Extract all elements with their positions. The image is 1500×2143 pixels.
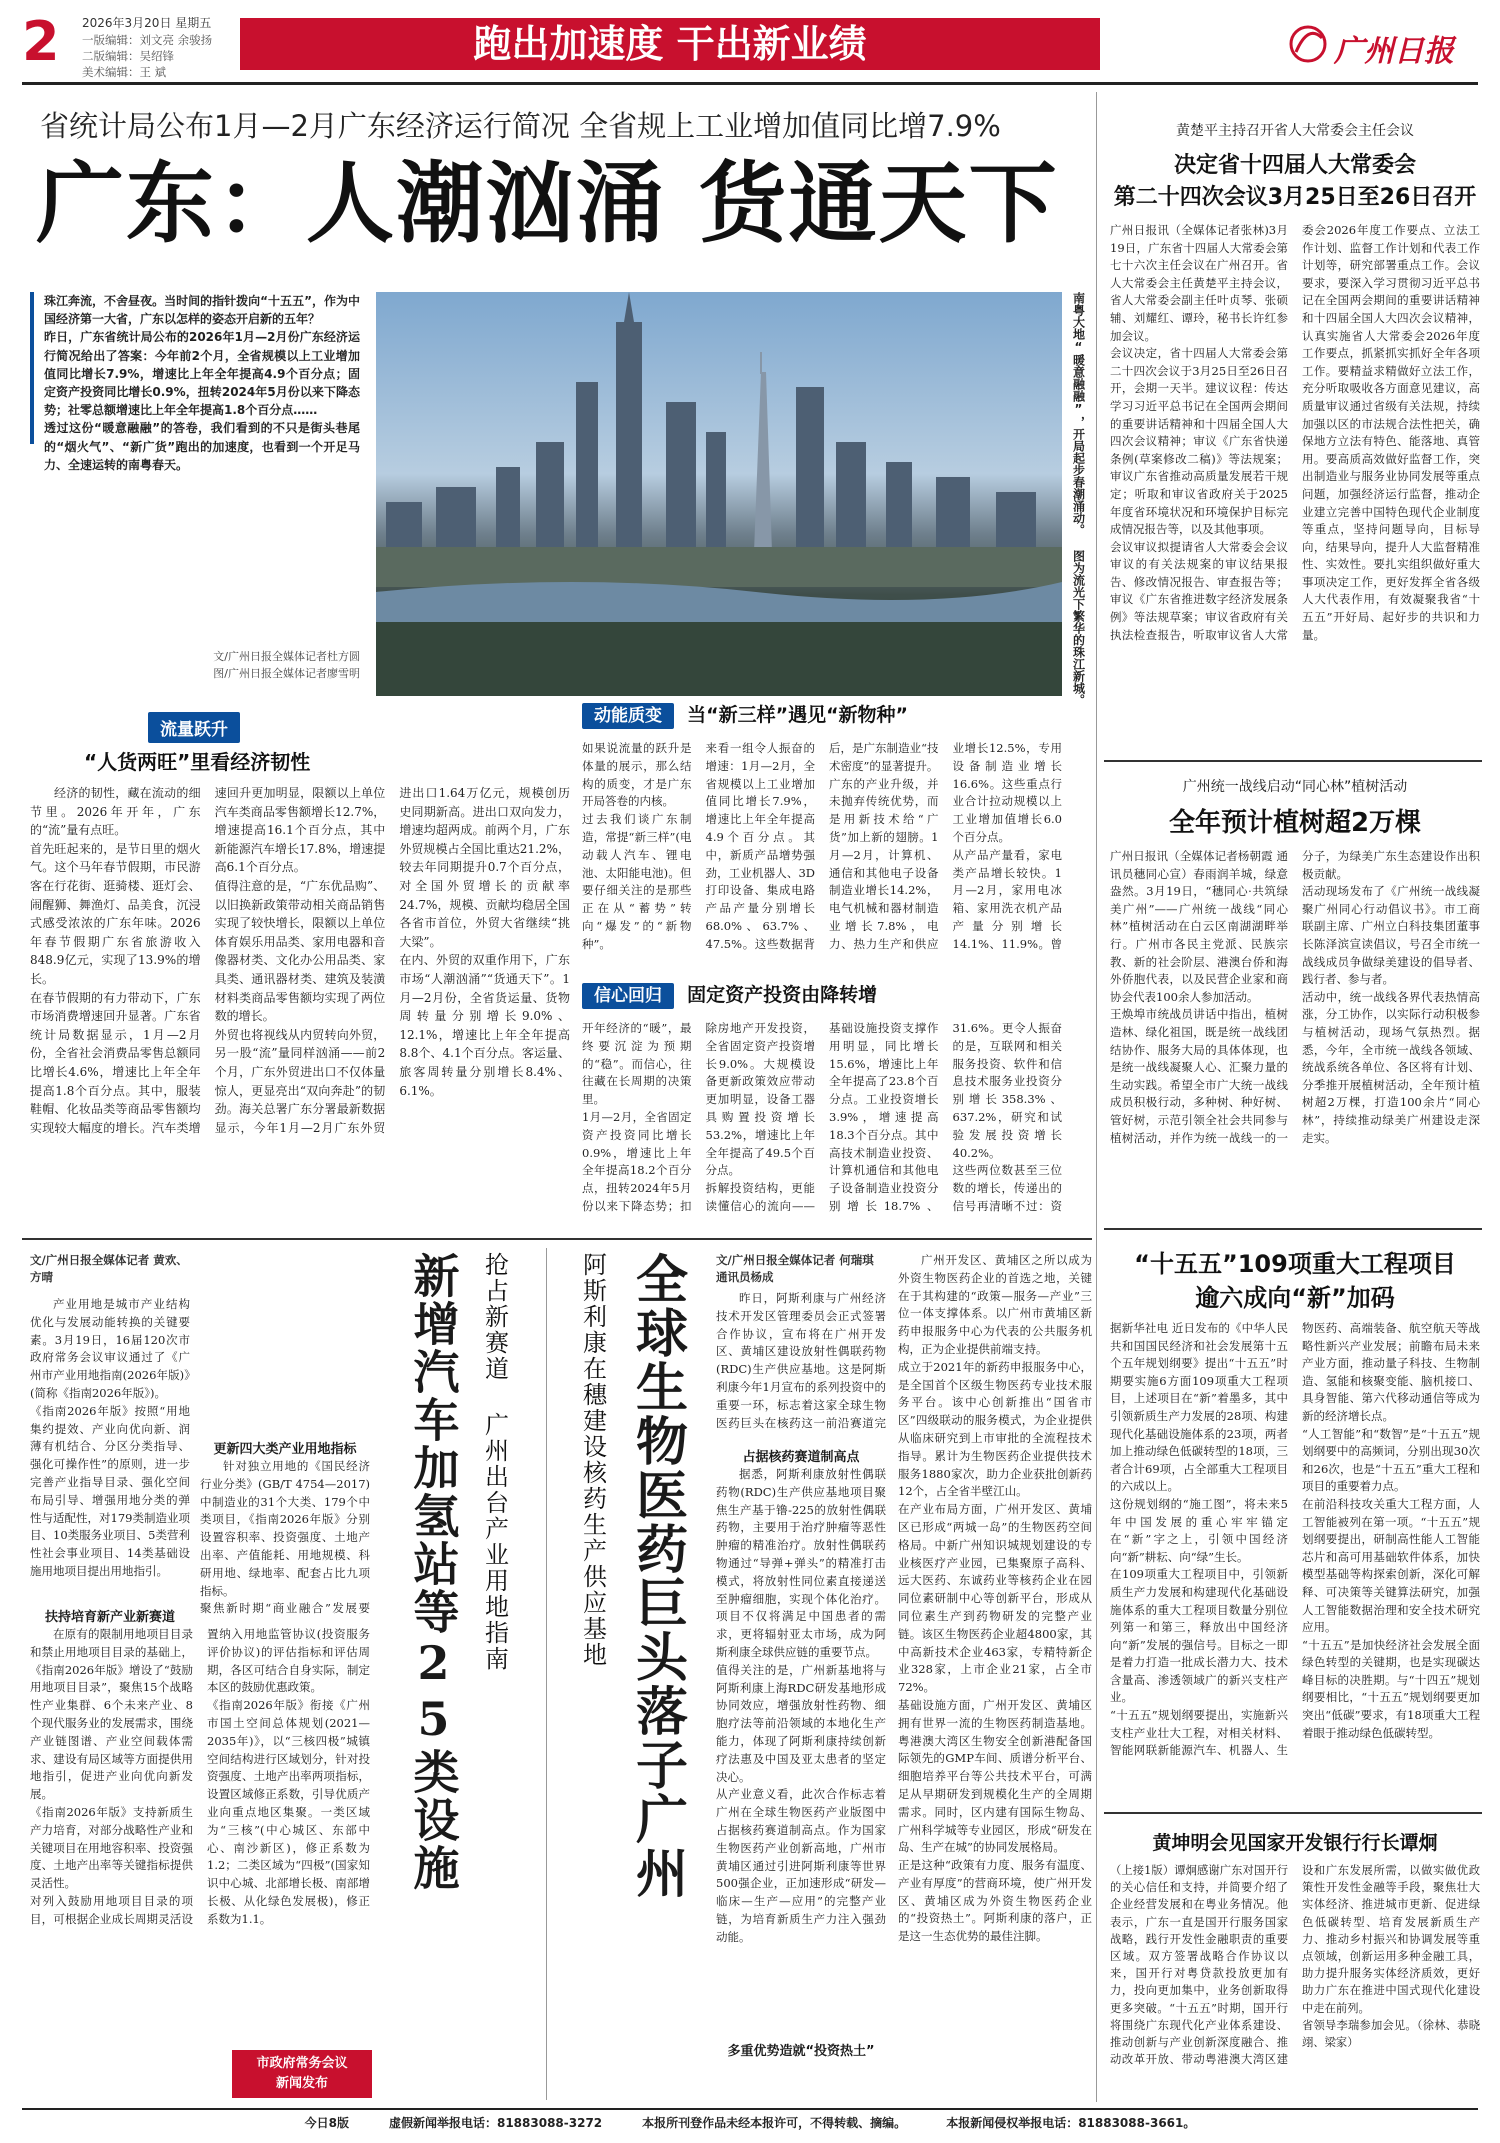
land-body-a: 产业用地是城市产业结构优化与发展动能转换的关键要素。3月19日，16届120次市政府常务会议审议通过了《广州市产业用地指南(2026年版)》(简称《指南2026年版》)。 《指南2026年版》按照“用地集约提效、产业向优向新、润薄有机结合、分区分类指导、强化可操作性”的原则，进一步完善产业指导目录、强化空间布局引导、增强用地分类的弹性与适配性，对179类制造业项目、10类服务业项目、5类营利性社会事业项目、14类基础设施用地项目提出用地指引。 — [30, 1297, 190, 1578]
bio-body-a: 昨日，阿斯利康与广州经济技术开发区管理委员会正式签署合作协议，宣布将在广州开发区、黄埔区建设放射性偶联药物(RDC)生产供应基地。这是阿斯利康今年1月宣布的系列投资中的重要一环，标志着这家全球生物医药巨头在核药这一前沿赛道完 — [716, 1291, 886, 1430]
footer-pages: 今日8版 — [304, 2116, 349, 2130]
footer-rule — [22, 2108, 1478, 2110]
bio-title: 全球生物医药巨头落子广州 — [626, 1252, 688, 1900]
section-body-momentum: 如果说流量的跃升是体量的展示，那么结构的质变，才是广东开局答卷的内核。 过去我们谈广东制造，常提“新三样”(电动载人汽车、锂电池、太阳能电池)。但要仔细关注的是那些正在从“蓄势”转向“爆发”的“新物种”。 来看一组令人振奋的增速：1月—2月，全省规模以上工业增加值同比增长7.9%，增速比上年全年提高4.9个百分点。其中，新质产品增势强劲，工业机器人、3D打印设备、集成电路产品产量分别增长68.0%、63.7%、47.5%。这些数据背后，是广东制造业“技术密度”的显著提升。 广东的产业升级，并未抛弃传统优势，而是用新技术给“广货”加上新的翅膀。1月—2月，计算机、通信和其他电子设备制造业增长14.2%，电气机械和器材制造业增长7.8%，电力、热力生产和供应业增长12.5%，专用设备制造业增长16.6%。这些重点行业合计拉动规模以上工业增加值增长6.0个百分点。 从产品产量看，家电类产品增长较快。1月—2月，家用电冰箱、家用洗衣机产品产量分别增长14.1%、11.9%。曾 — [582, 741, 1062, 951]
header-rule — [22, 82, 1478, 85]
section-badge-flow: 流量跃升 — [148, 712, 240, 743]
meeting-title-2: 第二十四次会议3月25日至26日召开 — [1113, 185, 1477, 210]
meeting-body: 广州日报讯（全媒体记者张林)3月19日，广东省十四届人大常委会第七十六次主任会议在广州召开。省人大常委会主任黄楚平主持会议，省人大常委会副主任叶贞琴、张硕辅、刘耀红、谭玲，秘书长许红参加会议。 会议决定，省十四届人大常委会第二十四次会议于3月25日至26日召开，会期一天半。建议议程：传达学习习近平总书记在全国两会期间的重要讲话精神和十四届全国人大四次会议精神；审议《广东省快递条例(草案修改二稿)》等法规案；审议广东省推动高质量发展若干规定；听取和审议省政府关于2025年度省环境状况和环境保护目标完成情况报告等，以及其他事项。 会议审议拟提请省人大常委会会议审议的有关法规案的审议结果报告、修改情况报告、审查报告等；审议《广东省推进数字经济发展条例》等法规草案；审议省政府有关执法检查报告，听取审议省人大常委会2026年度工作要点、立法工作计划、监督工作计划和代表工作计划等，研究部署重点工作。会议要求，要深入学习贯彻习近平总书记在全国两会期间的重要讲话精神和十四届全国人大四次会议精神，认真实施省人大常委会2026年度工作要点，抓紧抓实抓好全年各项工作。要精益求精做好立法工作，充分听取吸收各方面意见建议，高质量审议通过省级有关法规，持续加强以区的市法规合法性把关，确保地方立法有特色、能落地、真管用。要高质高效做好监督工作，突出制造业与服务业协同发展等重点问题，加强经济运行监督，推动企业建立完善中国特色现代企业制度等重点，坚持问题导向，目标导向，结果导向，提升人大监督精准性、实效性。要扎实组织做好重大事项决定工作，更好发挥全省各级人大代表作用，有效凝聚我省“十五五”开好局、起好步的共识和力量。 — [1110, 223, 1480, 642]
lead-intro: 珠江奔流，不舍昼夜。当时间的指针拨向“十五五”，作为中国经济第一大省，广东以怎样的姿态开启新的五年？ 昨日，广东省统计局公布的2026年1月—2月份广东经济运行简况给出了答案：今年前2个月，全省规模以上工业增加值同比增长7.9%，增速比上年全年提高4.9个百分点；固定资产投资同比增长0.9%，扭转2024年5月份以来下降态势；社零总额增速比上年全年提高1.8个百分点…… 透过这份“暖意融融”的答卷，我们看到的不只是街头巷尾的“烟火气”、“新广货”跑出的加速度，也看到一个开足马力、全速运转的南粤春天。 — [44, 294, 360, 472]
right-rule-3 — [1104, 1812, 1482, 1814]
bio-sub-2: 多重优势造就“投资热土” — [727, 2044, 875, 2059]
land-body-c: 针对独立用地的《国民经济行业分类》(GB/T 4754—2017)中制造业的31个大类、179个中类项目，《指南2026年版》分别设置容积率、投资强度、土地产出率、产值能耗、用地规模、科研用地、绿地率、配套占比九项指标。 聚焦新时期“商业融合”发展要 — [200, 1459, 370, 1616]
right-rule-2 — [1104, 1228, 1482, 1230]
meeting2-title: 黄坤明会见国家开发银行行长谭炯 — [1152, 1832, 1438, 1854]
land-kicker: 抢占新赛道 广州出台产业用地指南 — [480, 1252, 509, 1672]
projects-body: 据新华社电 近日发布的《中华人民共和国国民经济和社会发展第十五个五年规划纲要》提出“十五五”时期要实施6方面109项重大工程项目，上述项目在“新”着墨多，其中引领新质生产力发展的28项、构建现代化基础设施体系的23项，两者加上推动绿色低碳转型的18项，三者合计69项，占全部重大工程项目的六成以上。 这份规划纲的“施工图”，将未来5年中国发展的重心牢牢锚定在“新”字之上，引领中国经济向“新”耕耘、向“绿”生长。 在109项重大工程项目中，引领新质生产力发展和构建现代化基础设施体系的重大工程项目数量分别位列第一和第三，释放出中国经济向“新”发展的强信号。目标之一即是着力打造一批成长潜力大、技术含量高、渗透领域广的新兴支柱产业。 “十五五”规划纲要提出，实施新兴支柱产业壮大工程，对相关材料、智能网联新能源汽车、机器人、生物医药、高端装备、航空航天等战略性新兴产业发展；前瞻布局未来产业方面，推动量子科技、生物制造、氢能和核聚变能、脑机接口、具身智能、第六代移动通信等成为新的经济增长点。 “人工智能”和“数智”是“十五五”规划纲要中的高频词，分别出现30次和26次，也是“十五五”重大工程和项目的重要着力点。 在前沿科技攻关重大工程方面，人工智能被列在第一项。“十五五”规划纲要提出，研制高性能人工智能芯片和高可用基础软件体系，加快模型基础等构探索创新，深化可解释、可决策等关键算法研究，加强人工智能数据治理和安全技术研究应用。 “十五五”是加快经济社会发展全面绿色转型的关键期，也是实现碳达峰目标的决胜期。与“十四五”规划纲要相比，“十五五”规划纲要更加突出“低碳”要求，有18项重大工程着眼于推动绿色低碳转型。 — [1110, 1321, 1480, 1758]
bio-body-b: 据悉，阿斯利康放射性偶联药物(RDC)生产供应基地项目聚焦生产基于镥-225的放射性偶联药物，主要用于治疗肿瘤等恶性肿瘤的精准治疗。放射性偶联药物通过“导弹+弹头”的精准打击模式，将放射性同位素直接递送至肿瘤细胞，实现个体化治疗。项目不仅将满足中国患者的需求，更将辐射亚太市场，成为阿斯利康全球供应链的重要节点。 值得关注的是，广州新基地将与阿斯利康上海RDC研发基地形成协同效应，增强放射性药物、细胞疗法等前沿领域的本地化生产能力，体现了阿斯利康持续创新疗法惠及中国及亚太患者的坚定决心。 从产业意义看，此次合作标志着广州在全球生物医药产业版图中占据核药赛道制高点。作为国家生物医药产业创新高地，广州市黄埔区通过引进阿斯利康等世界500强企业，正加速形成“研发—临床—生产—应用”的完整产业链，为培育新质生产力注入强劲动能。 — [716, 1467, 886, 1944]
gov-meeting-badge-line2: 新闻发布 — [275, 2076, 328, 2091]
footer-copyright: 本报所刊登作品未经本报许可，不得转载、摘编。 — [642, 2116, 907, 2130]
tree-title: 全年预计植树超2万棵 — [1168, 808, 1422, 838]
bio-byline: 文/广州日报全媒体记者 何瑞琪 通讯员杨成 — [716, 1253, 874, 1284]
page-number: 2 — [22, 10, 60, 73]
projects-title-2: 逾六成向“新”加码 — [1195, 1284, 1395, 1312]
editor-line-1: 一版编辑：刘文亮 余骏扬 — [82, 33, 213, 47]
lead-byline: 文/广州日报全媒体记者杜方圆 图/广州日报全媒体记者廖雪明 — [213, 650, 360, 680]
logo-text: 广州日报 — [1334, 34, 1454, 69]
section-body-confidence: 开年经济的“暖”，最终要沉淀为预期的“稳”。而信心，往往藏在长周期的决策里。 1月—2月，全省固定资产投资同比增长0.9%，增速比上年全年提高18.2个百分点，扭转2024年5月份以来下降态势；扣除房地产开发投资，全省固定资产投资增长9.0%。大规模设备更新政策效应带动更加明显，设备工器具购置投资增长53.2%，增速比上年全年提高了49.5个百分点。 拆解投资结构，更能读懂信心的流向——基础设施投资支撑作用明显，同比增长15.6%，增速比上年全年提高了23.8个百分点。工业投资增长3.9%，增速提高18.3个百分点。其中高技术制造业投资、计算机通信和其他电子设备制造业投资分别增长18.7%、31.6%。更令人振奋的是，互联网和相关服务投资、软件和信息技术服务业投资分别增长358.3%、637.2%，研究和试验发展投资增长40.2%。 这些两位数甚至三位数的增长，传递出的信号再清晰不过：资 — [582, 1021, 1062, 1213]
section-badge-confidence: 信心回归 — [582, 983, 674, 1009]
lead-intro-box — [30, 292, 360, 472]
editor-line-2: 二版编辑：吴绍锋 — [82, 49, 174, 63]
land-title: 新增汽车加氢站等25类设施 — [406, 1252, 461, 1892]
tree-body: 广州日报讯（全媒体记者杨朝霞 通讯员穗同心宣）春雨润羊城，绿意盎然。3月19日，“穗同心·共筑绿美广州”——广州统一战线“同心林”植树活动在白云区南湖湖畔举行。广州市各民主党派、民族宗教、新的社会阶层、港澳台侨和海外侨胞代表，以及民营企业家和商协会代表100余人参加活动。 王焕埠市统战员讲话中指出，植树造林、绿化祖国，既是统一战线团结协作、服务大局的具体体现，也是统一战线凝聚人心、汇聚力量的生动实践。希望全市广大统一战线成员积极行动，多种树、种好树、管好树，示范引领全社会共同参与植树活动，并作为统一战线一的一分子，为绿美广东生态建设作出积极贡献。 活动现场发布了《广州统一战线凝聚广州同心行动倡议书》。市工商联副主席、广州立白科技集团董事长陈泽滨宣读倡议，号召全市统一战线成员争做绿美建设的倡导者、践行者、参与者。 活动中，统一战线各界代表热情高涨，分工协作，以实际行动积极参与植树活动，现场气氛热烈。据悉，今年，全市统一战线各领域、统战系统各单位、各区将有计划、分季推开展植树活动，全年预计植树超2万棵，打造100余片“同心林”，持续推动绿美广州建设走深走实。 — [1110, 849, 1480, 1145]
hero-photo — [376, 292, 1062, 696]
column-divider-right — [1096, 92, 1097, 2102]
land-sub-1: 扶持培育新产业新赛道 — [44, 1610, 175, 1625]
land-body-b: 在原有的限制用地项目目录和禁止用地项目目录的基础上，《指南2026年版》增设了“鼓励用地项目目录”，聚焦15个战略性产业集群、6个未来产业、8个现代服务业的发展需求，围绕产业链图谱、产业空间载体需求、建设有局区域等方面提供用地指引，促进产业向优向新发展。 《指南2026年版》支持新质生产力培育，对部分战略性产业和关键项目在用地容积率、投资强度、土地产出率等关键指标提供灵活性。 对列入鼓励用地项目目录的项目，可根据企业成长周期灵活设置纳入用地监管协议(投资服务评价协议)的评估指标和评估周期，各区可结合自身实际，制定本区的鼓励优惠政策。 《指南2026年版》衔接《广州市国土空间总体规划(2021—2035年)》，以“三核四极”城镇空间结构进行区域划分，针对投资强度、土地产出率两项指标，设置区域修正系数，引导优质产业向重点地区集聚。一类区域为“三核”(中心城区、东部中心、南沙新区)，修正系数为1.2；二类区域为“四极”(国家知识中心城、北部增长极、南部增长极、从化绿色发展极)，修正系数为1.1。 — [30, 1627, 370, 1926]
right-rule-1 — [1104, 760, 1482, 762]
footer-hotline: 虚假新闻举报电话：81883088-3272 — [388, 2116, 603, 2130]
newspaper-logo — [1286, 16, 1476, 72]
photo-caption-text: 南粤大地“暖意融融”，开局起步春潮涌动。 图为流光下繁华的珠江新城。 — [1071, 292, 1086, 706]
section-title-flow: “人货两旺”里看经济韧性 — [84, 750, 311, 774]
tree-kicker: 广州统一战线启动“同心林”植树活动 — [1182, 779, 1408, 795]
bottom-column-divider — [546, 1248, 547, 2100]
meeting2-body: （上接1版）谭炯感谢广东对国开行的关心信任和支持，并简要介绍了企业经营发展和在粤业务情况。他表示，广东一直是国开行服务国家战略，践行开发性金融职责的重要区域。双方签署战略合作协议以来，国开行对粤贷款投放更加有力，投向更加集中，业务创新取得更多突破。“十五五”时期，国开行将围绕广东现代化产业体系建设、推动创新与产业创新深度融合、推动改革开放、带动粤港澳大湾区建设和广东发展所需，以做实做优政策性开发性金融等手段，聚焦壮大实体经济、推进城市更新、促进绿色低碳转型、培育发展新质生产力、推动乡村振兴和协调发展等重点领域，创新运用多种金融工具，助力提升服务实体经济质效，更好助力广东在推进中国式现代化建设中走在前列。 省领导李瑞参加会见。（徐林、恭晓翊、梁家） — [1110, 1864, 1480, 2067]
bio-kicker: 阿斯利康在穗建设核药生产供应基地 — [578, 1252, 607, 1668]
land-title-block — [384, 1252, 534, 2032]
date-line: 2026年3月20日 星期五 — [82, 16, 212, 30]
land-byline: 文/广州日报全媒体记者 黄欢、方晴 — [30, 1253, 188, 1284]
lead-title: 广东：人潮汹涌 货通天下 — [36, 151, 1059, 255]
skyline-illustration — [376, 292, 1062, 696]
section-header-momentum — [582, 700, 1062, 730]
section-header-confidence — [582, 980, 1062, 1010]
bio-title-block — [556, 1252, 706, 2072]
footer-report-line: 本报新闻侵权举报电话：81883088-3661。 — [946, 2116, 1196, 2130]
section-body-flow: 经济的韧性，藏在流动的细节里。2026年开年，广东的“流”量有点旺。 首先旺起来的，是节日里的烟火气。这个马年春节假期，市民游客在行花街、逛骑楼、逛灯会、闹醒狮、舞渔灯、品美食，沉浸式感受浓浓的广东年味。2026年春节假期广东省旅游收入848.9亿元，实现了13.9%的增长。 在春节假期的有力带动下，广东市场消费增速回升显著。广东省统计局数据显示，1月—2月份，全省社会消费品零售总额同比增长4.6%，增速比上年全年提高1.8个百分点。其中，服装鞋帽、化妆品类等商品零售额均实现较大幅度的增长。汽车类增速回升更加明显，限额以上单位汽车类商品零售额增长12.7%，增速提高16.1个百分点，其中新能源汽车增长17.8%，增速提高6.1个百分点。 值得注意的是，“广东优品购”、以旧换新政策带动相关商品销售实现了较快增长，限额以上单位体育娱乐用品类、家用电器和音像器材类、文化办公用品类、家具类、通讯器材类、建筑及装潢材料类商品零售额均实现了两位数的增长。 外贸也将视线从内贸转向外贸，另一股“流”量同样汹涌——前2个月，广东外贸进出口不仅体量惊人，更显亮出“双向奔赴”的韧劲。海关总署广东分署最新数据显示，今年1月—2月广东外贸进出口1.64万亿元，规模创历史同期新高。进出口双向发力，增速均超两成。前两个月，广东外贸规模占全国比重达21.2%，较去年同期提升0.7个百分点，对全国外贸增长的贡献率24.7%，规模、贡献均稳居全国各省市首位，外贸大省继续“挑大梁”。 在内、外贸的双重作用下，广东市场“人潮汹涌”“货通天下”。1月—2月份，全省货运量、货物周转量分别增长9.0%、12.1%，增速比上年全年提高8.8个、4.1个百分点。客运量、旅客周转量分别增长8.4%、6.1%。 — [30, 786, 570, 1135]
lead-bottom-rule — [22, 1238, 1092, 1240]
lead-kicker: 省统计局公布1月—2月广东经济运行简况 全省规上工业增加值同比增7.9% — [40, 109, 1001, 143]
photo-caption — [1066, 292, 1092, 706]
section-badge-momentum: 动能质变 — [582, 703, 674, 729]
meeting-title-1: 决定省十四届人大常委会 — [1173, 153, 1416, 178]
bio-sub-1: 占据核药赛道制高点 — [742, 1450, 860, 1465]
projects-title-1: “十五五”109项重大工程项目 — [1134, 1250, 1456, 1278]
footer-bar — [22, 2114, 1478, 2136]
land-sub-2: 更新四大类产业用地指标 — [213, 1442, 357, 1457]
section-title-confidence: 固定资产投资由降转增 — [687, 984, 878, 1006]
editor-line-3: 美术编辑：王 斌 — [82, 65, 167, 79]
gov-meeting-badge — [232, 2050, 372, 2098]
header-banner: 跑出加速度 干出新业绩 — [240, 18, 1100, 70]
gov-meeting-badge-line1: 市政府常务会议 — [256, 2056, 348, 2071]
section-title-momentum: 当“新三样”遇见“新物种” — [687, 704, 909, 726]
bio-body-c: 广州开发区、黄埔区之所以成为外资生物医药企业的首选之地，关键在于其构建的“政策—服务—产业”三位一体支撑体系。以广州市黄埔区新药申报服务中心为代表的公共服务机构，正为企业提供前端支持。 成立于2021年的新药申报服务中心，是全国首个区级生物医药专业技术服务平台。该中心创新推出“国省市区”四级联动的服务模式，为企业提供从临床研究到上市审批的全流程技术指导。累计为生物医药企业提供技术服务1880家次，助力企业获批创新药12个，占全省半壁江山。 在产业布局方面，广州开发区、黄埔区已形成“两城一岛”的生物医药空间格局。中新广州知识城规划建设的专业核医疗产业园，已集聚原子高科、远大医药、东诚药业等核药企业在园同位素研制中心等创新平台，形成从同位素生产到药物研发的完整产业链。该区生物医药企业超4800家，其中高新技术企业463家，专精特新企业328家，上市企业21家，占全市72%。 基础设施方面，广州开发区、黄埔区拥有世界一流的生物医药制造基地。粤港澳大湾区生物安全创新港配备国际领先的GMP车间、质谱分析平台、细胞培养平台等公共技术平台，可满足从早期研发到规模化生产的全周期需求。同时，区内建有国际生物岛、广州科学城等专业园区，形成“研发在岛、生产在城”的协同发展格局。 正是这种“政策有力度、服务有温度、产业有厚度”的营商环境，使广州开发区、黄埔区成为外资生物医药企业的“投资热土”。阿斯利康的落户，正是这一生态优势的最佳注脚。 — [898, 1253, 1092, 1944]
meeting-kicker: 黄楚平主持召开省人大常委会主任会议 — [1176, 123, 1414, 139]
